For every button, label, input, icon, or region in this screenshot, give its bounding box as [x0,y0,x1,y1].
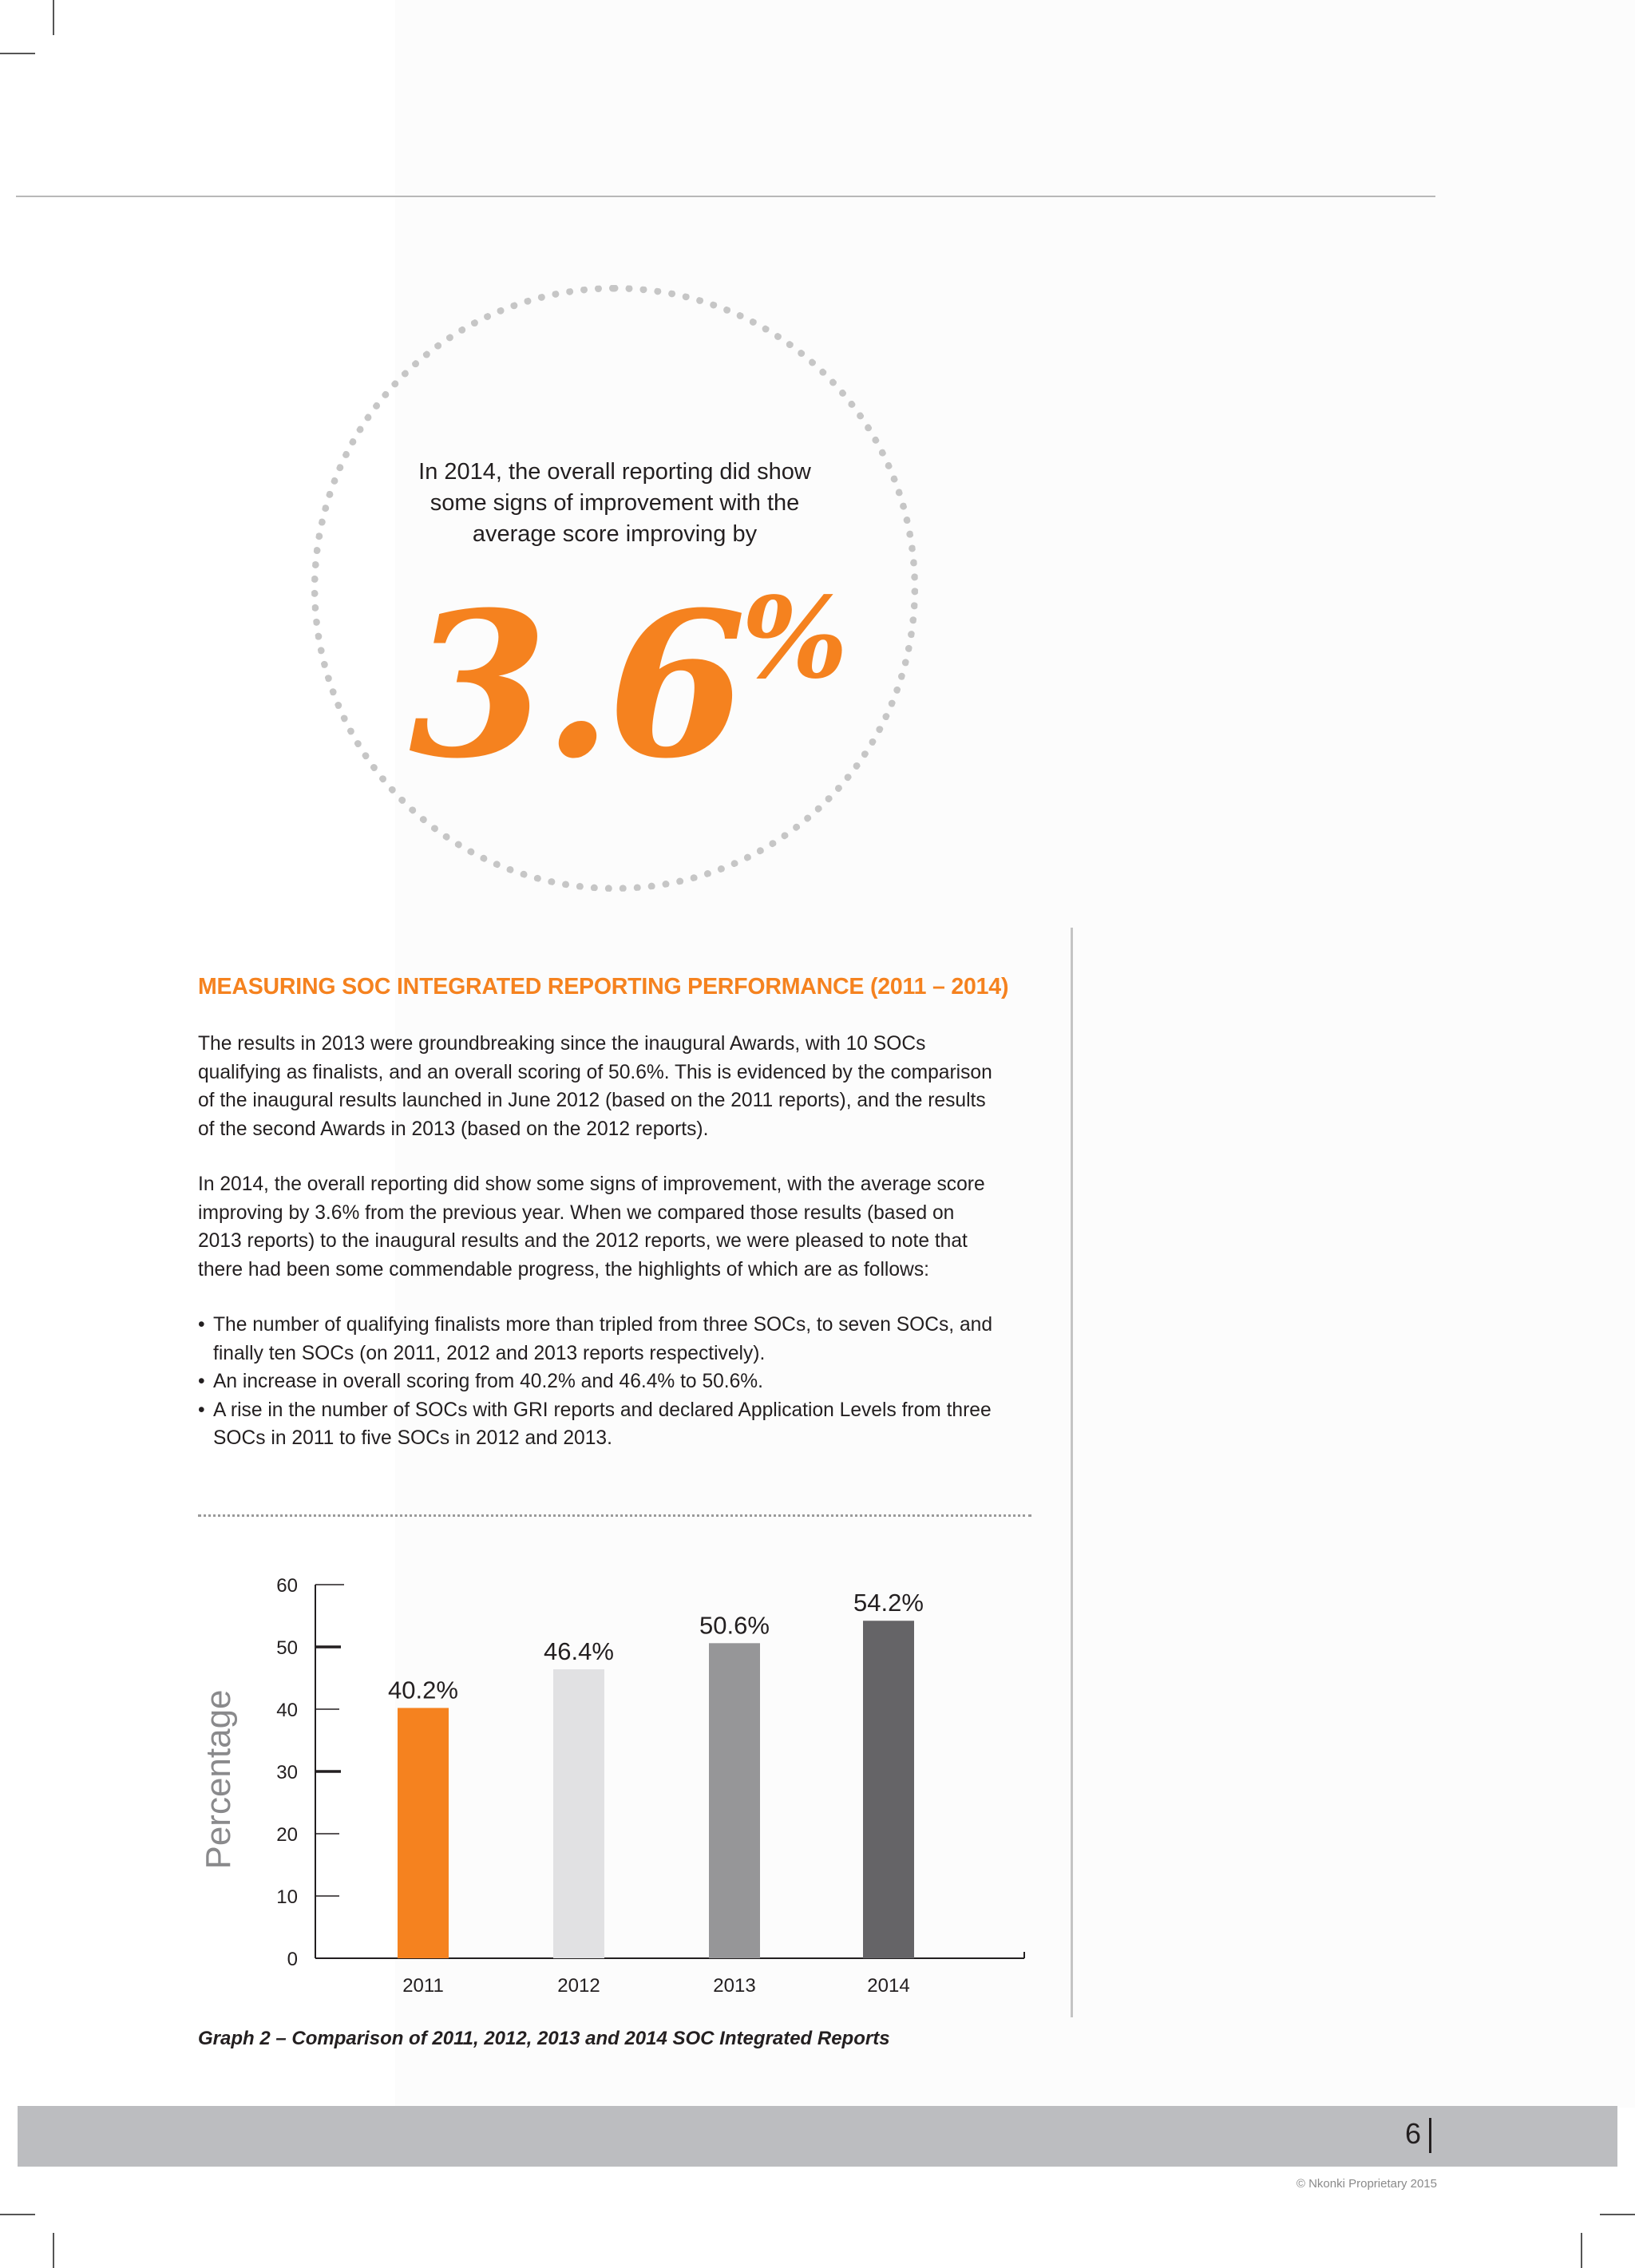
paragraph-line: qualifying as finalists, and an overall scoring of 50.6%. This is evidenced by the comparison [198,1061,992,1083]
y-tick-label: 30 [276,1762,298,1783]
crop-mark [0,53,35,54]
list-item-line: An increase in overall scoring from 40.2% and 46.4% to 50.6%. [213,1371,764,1392]
copyright: © Nkonki Proprietary 2015 [1296,2177,1437,2191]
y-tick-label: 0 [287,1949,298,1970]
x-tick-label: 2013 [713,1975,756,1997]
paragraph-2 [198,1170,1028,1284]
top-divider [16,196,1435,197]
big-number-unit: % [741,573,845,704]
paragraph-line: there had been some commendable progress, the highlights of which are as follows: [198,1258,929,1280]
list-item-line: SOCs in 2011 to five SOCs in 2012 and 2013. [213,1427,612,1449]
footer-band [18,2106,1617,2167]
bar [863,1621,914,1958]
callout-line: average score improving by [472,521,758,547]
bar [398,1708,449,1958]
bullet-list [198,1311,1044,1453]
paragraph-line: of the second Awards in 2013 (based on the 2012 reports). [198,1118,709,1140]
crop-mark [53,0,54,35]
y-tick-label: 20 [276,1824,298,1846]
paragraph-line: improving by 3.6% from the previous year. When we compared those results (based on [198,1201,955,1224]
paragraph-line: of the inaugural results launched in June 2012 (based on the 2011 reports), and the results [198,1090,986,1111]
callout-line: In 2014, the overall reporting did show [418,459,811,485]
x-tick-label: 2011 [402,1975,444,1997]
callout-line: some signs of improvement with the [430,490,800,516]
bullet-dot: • [198,1399,205,1421]
y-tick-label: 10 [276,1886,298,1908]
page-number: 6 [1404,2117,1421,2150]
bar-value-label: 50.6% [699,1611,770,1640]
bar-value-label: 54.2% [853,1589,924,1617]
bar-value-label: 46.4% [544,1637,614,1666]
list-item-line: The number of qualifying finalists more than tripled from three SOCs, to seven SOCs, and [213,1314,993,1336]
crop-mark [0,2214,35,2215]
vertical-divider [1071,928,1073,2017]
bar-chart [160,1565,1062,2012]
bullet-dot: • [198,1371,205,1392]
x-tick-label: 2012 [557,1975,600,1997]
x-tick-label: 2014 [867,1975,910,1997]
y-tick-label: 40 [276,1700,298,1721]
list-item-line: finally ten SOCs (on 2011, 2012 and 2013 reports respectively). [213,1342,766,1364]
paragraph-1 [198,1030,1028,1143]
paragraph-line: In 2014, the overall reporting did show some signs of improvement, with the average score [198,1174,985,1195]
paragraph-line: The results in 2013 were groundbreaking since the inaugural Awards, with 10 SOCs [198,1033,926,1055]
bullet-dot: • [198,1314,205,1336]
bar-value-label: 40.2% [388,1676,458,1704]
list-item [198,1311,1044,1368]
paragraph-line: 2013 reports) to the inaugural results and the 2012 reports, we were pleased to note that [198,1230,968,1252]
y-axis-label: Percentage [199,1689,238,1870]
dotted-separator [198,1514,1031,1517]
y-tick-label: 60 [276,1575,298,1597]
list-item-line: A rise in the number of SOCs with GRI reports and declared Application Levels from three [213,1399,992,1421]
section-heading: MEASURING SOC INTEGRATED REPORTING PERFORMANCE (2011 – 2014) [198,974,1009,999]
page-number-bar [1429,2118,1431,2153]
y-tick-label: 50 [276,1637,298,1659]
callout-big-number [387,531,866,802]
big-number-value: 3.6 [409,568,742,802]
list-item [198,1368,1044,1396]
list-item [198,1396,1044,1453]
chart-caption: Graph 2 – Comparison of 2011, 2012, 2013 and 2014 SOC Integrated Reports [198,2028,890,2049]
crop-mark [1581,2233,1582,2268]
crop-mark [53,2233,54,2268]
bar [553,1669,604,1958]
bar [709,1643,760,1958]
crop-mark [1600,2214,1635,2215]
